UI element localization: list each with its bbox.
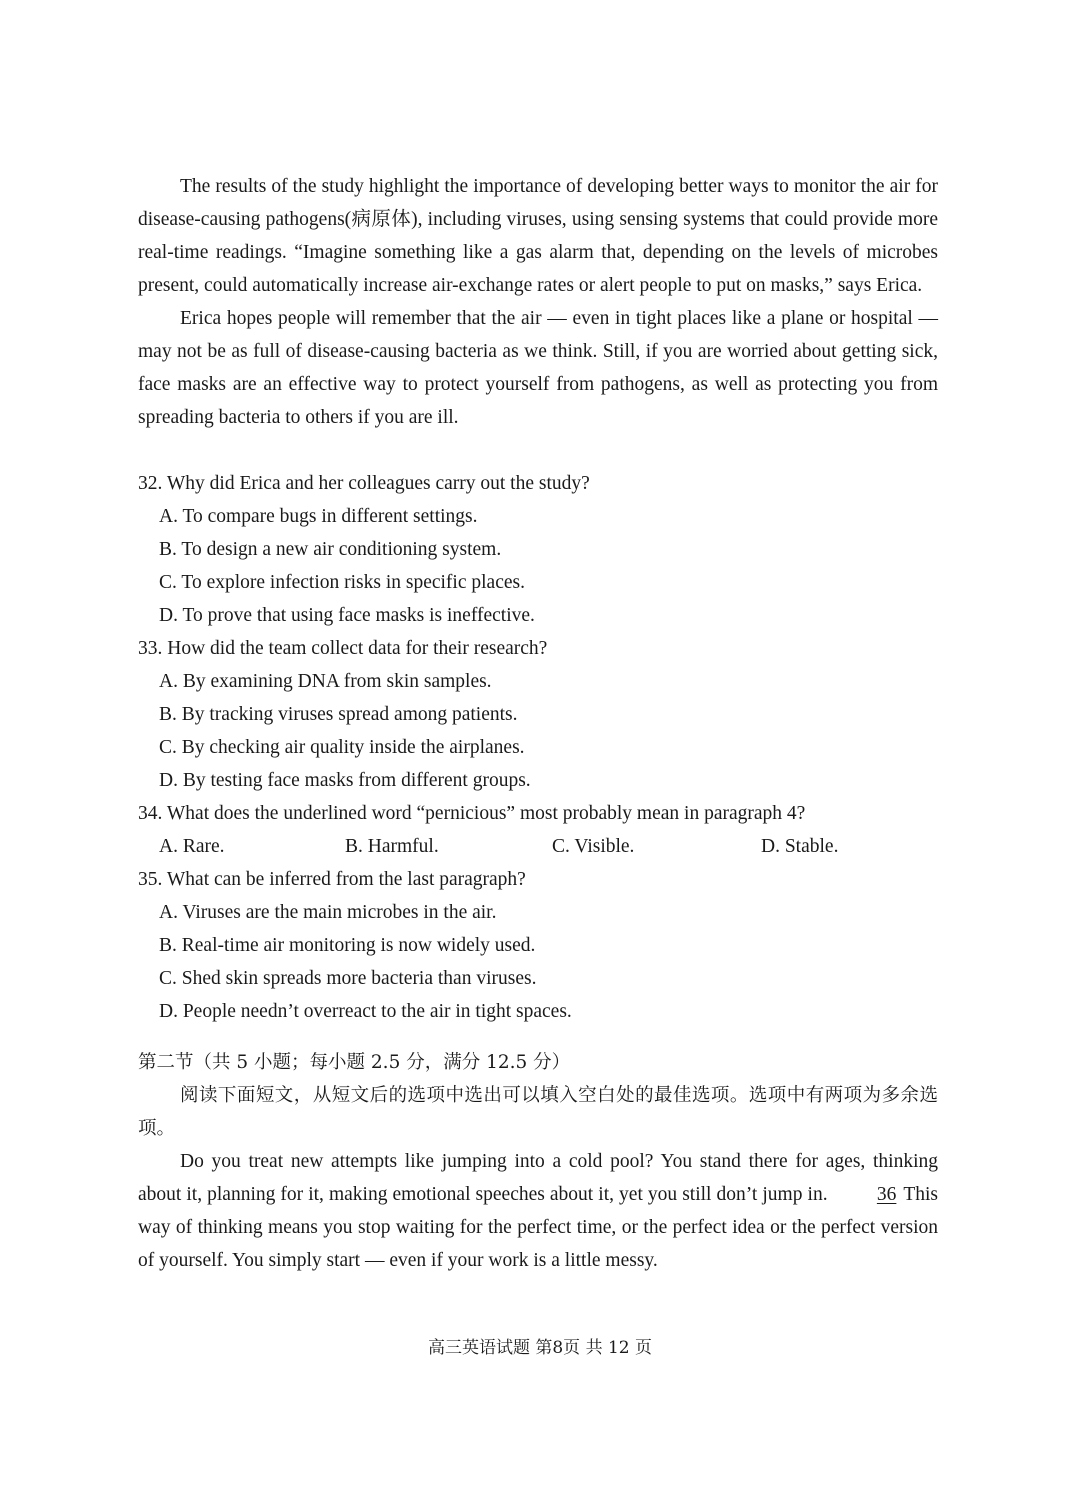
cloze-text-before: Do you treat new attempts like jumping into a cold pool? You stand there for ages, thinking about it, planning for it, making emotional speeches about it, yet you still don’t jump in. <box>138 1151 938 1205</box>
option-a: A. By examining DNA from skin samples. <box>159 671 492 692</box>
blank-36: 36 <box>876 1184 897 1205</box>
question-stem: 35. What can be inferred from the last paragraph? <box>138 869 526 890</box>
option-b: B. By tracking viruses spread among patients. <box>159 704 518 725</box>
page-footer: 高三英语试题 第8页 共 12 页 <box>427 1338 653 1358</box>
option-b: B. Real-time air monitoring is now widely used. <box>159 935 536 956</box>
option-b: B. To design a new air conditioning system. <box>159 539 502 560</box>
option-a: A. Rare. <box>159 836 225 857</box>
option-c: C. Shed skin spreads more bacteria than viruses. <box>159 968 537 989</box>
spacer <box>138 434 938 467</box>
option-d: D. Stable. <box>761 836 839 857</box>
question-stem: 33. How did the team collect data for their research? <box>138 638 548 659</box>
option-b: B. Harmful. <box>345 836 439 857</box>
options-row <box>159 830 938 863</box>
option-a: A. Viruses are the main microbes in the air. <box>159 902 497 923</box>
option-c: C. Visible. <box>552 836 635 857</box>
option-c: C. By checking air quality inside the airplanes. <box>159 737 525 758</box>
option-a: A. To compare bugs in different settings. <box>159 506 478 527</box>
passage-paragraph-2: Erica hopes people will remember that the air — even in tight places like a plane or hospital — may not be as full of disease-causing bacteria as we think. Still, if you are worried about getting sick, face masks are an effective way to protect yourself from pathogens, as well as protecting you from spreading bacteria to others if you are ill. <box>138 308 938 428</box>
exam-page-content <box>138 170 938 1277</box>
option-d: D. People needn’t overreact to the air in tight spaces. <box>159 1001 572 1022</box>
question-stem: 34. What does the underlined word “pernicious” most probably mean in paragraph 4? <box>138 803 806 824</box>
question-34 <box>138 797 938 863</box>
question-stem: 32. Why did Erica and her colleagues carry out the study? <box>138 473 590 494</box>
cloze-paragraph-1 <box>138 1145 938 1277</box>
option-d: D. By testing face masks from different groups. <box>159 770 531 791</box>
option-d: D. To prove that using face masks is ineffective. <box>159 605 535 626</box>
option-c: C. To explore infection risks in specific places. <box>159 572 525 593</box>
cloze-text-after: This way of thinking means you stop waiting for the perfect time, or the perfect idea or the perfect version of yourself. You simply start — even if your work is a little messy. <box>138 1184 938 1271</box>
section-heading: 第二节（共 5 小题；每小题 2.5 分，满分 12.5 分） <box>138 1052 571 1073</box>
question-35 <box>138 863 938 1028</box>
question-32 <box>138 467 938 632</box>
section-instruction: 阅读下面短文，从短文后的选项中选出可以填入空白处的最佳选项。选项中有两项为多余选项。 <box>138 1085 938 1139</box>
question-33 <box>138 632 938 797</box>
passage-paragraph-1: The results of the study highlight the importance of developing better ways to monitor the air for disease-causing pathogens(病原体), including viruses, using sensing systems that could provide more real-time readings. “Imagine something like a gas alarm that, depending on the levels of microbes present, could automatically increase air-exchange rates or alert people to put on masks,” says Erica. <box>138 176 938 296</box>
